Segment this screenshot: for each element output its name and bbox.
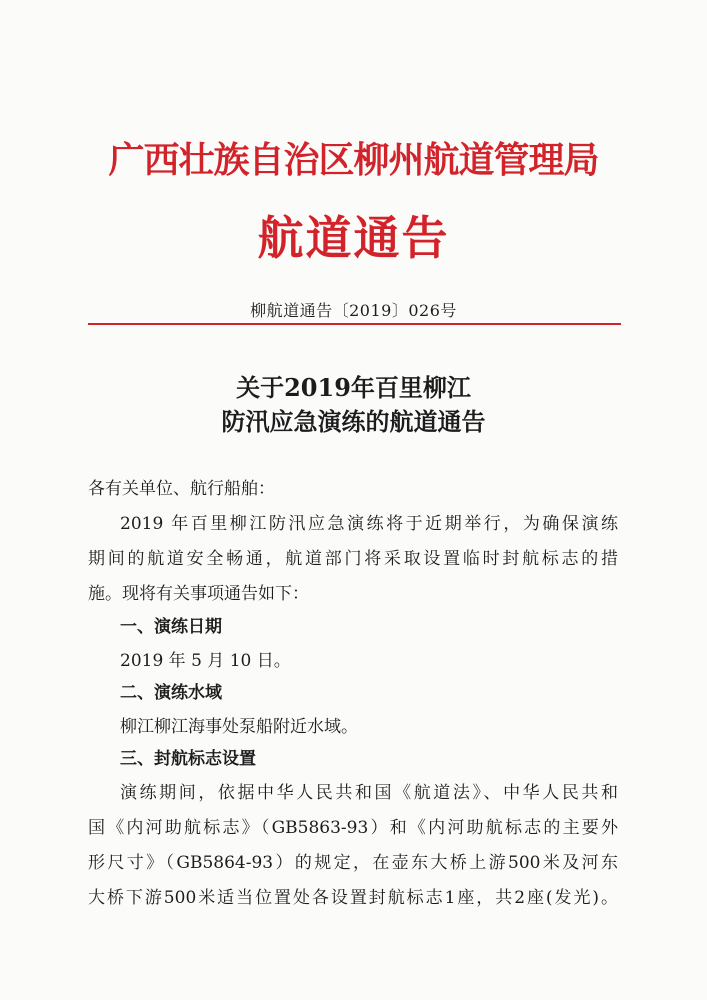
section-3-line-2: 国《内河助航标志》（GB5863-93）和《内河助航标志的主要外 xyxy=(88,818,618,838)
section-3-line-3: 形尺寸》（GB5864-93）的规定，在壶东大桥上游500米及河东 xyxy=(88,853,618,873)
issuing-organization: 广西壮族自治区柳州航道管理局 xyxy=(108,139,599,181)
document-number: 柳航道通告〔2019〕026号 xyxy=(250,301,457,320)
section-2-content: 柳江柳江海事处泵船附近水域。 xyxy=(120,717,358,737)
notice-title-line-2: 防汛应急演练的航道通告 xyxy=(221,407,486,436)
section-1-content: 2019 年 5 月 10 日。 xyxy=(120,651,291,671)
red-divider-line xyxy=(88,323,621,325)
intro-line-3: 施。现将有关事项通告如下： xyxy=(88,584,309,604)
section-3-line-1: 演练期间，依据中华人民共和国《航道法》、中华人民共和 xyxy=(120,783,618,803)
notice-title-line-1: 关于2019年百里柳江 xyxy=(236,373,471,402)
section-1-heading: 一、演练日期 xyxy=(120,617,222,637)
intro-line-2: 期间的航道安全畅通，航道部门将采取设置临时封航标志的措 xyxy=(88,549,618,569)
section-2-heading: 二、演练水域 xyxy=(120,683,222,703)
document-type-title: 航道通告 xyxy=(257,211,450,265)
salutation: 各有关单位、航行船舶： xyxy=(88,479,275,499)
section-3-heading: 三、封航标志设置 xyxy=(120,749,256,769)
section-3-line-4: 大桥下游500米适当位置处各设置封航标志1座，共2座(发光)。 xyxy=(88,888,618,908)
intro-line-1: 2019 年百里柳江防汛应急演练将于近期举行，为确保演练 xyxy=(120,514,618,534)
